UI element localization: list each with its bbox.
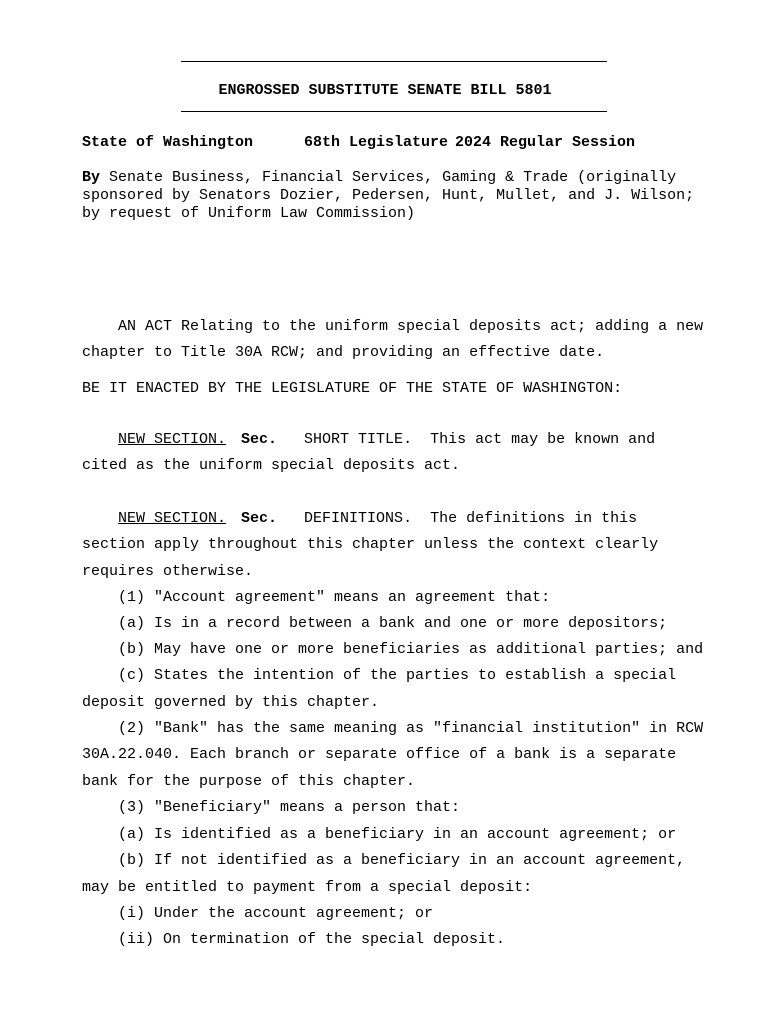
section-text: The definitions in this [430, 510, 638, 527]
title-rule [181, 111, 607, 112]
legislature: 68th Legislature [304, 134, 449, 151]
definitions-line: requires otherwise. [82, 563, 254, 580]
sponsor-text-1: Senate Business, Financial Services, Gaming & Trade (originally [100, 169, 677, 186]
act-title-line-1: AN ACT Relating to the uniform special deposits act; adding a new [118, 318, 704, 335]
sponsor-line-3: by request of Uniform Law Commission) [82, 205, 416, 222]
definitions-line: (b) If not identified as a beneficiary in an account agreement, [118, 852, 686, 869]
definitions-line: bank for the purpose of this chapter. [82, 773, 416, 790]
new-section-label: NEW SECTION. [118, 431, 227, 448]
section-definitions [118, 510, 637, 528]
sponsor-line-1 [82, 169, 676, 187]
session: 2024 Regular Session [455, 134, 636, 151]
sec-label: Sec. [241, 510, 278, 527]
definitions-line: (a) Is in a record between a bank and one or more depositors; [118, 615, 668, 632]
section-text: This act may be known and [430, 431, 656, 448]
definitions-line: (i) Under the account agreement; or [118, 905, 434, 922]
section-heading: DEFINITIONS. [304, 510, 413, 527]
definitions-line: may be entitled to payment from a special deposit: [82, 879, 533, 896]
section-1-line-2: cited as the uniform special deposits act. [82, 457, 461, 474]
definitions-line: (b) May have one or more beneficiaries as additional parties; and [118, 641, 704, 658]
new-section-label: NEW SECTION. [118, 510, 227, 527]
section-short-title [118, 431, 655, 449]
state-name: State of Washington [82, 134, 254, 151]
bill-title: ENGROSSED SUBSTITUTE SENATE BILL 5801 [218, 82, 552, 99]
definitions-line: 30A.22.040. Each branch or separate office of a bank is a separate [82, 746, 677, 763]
sponsor-line-2: sponsored by Senators Dozier, Pedersen, Hunt, Mullet, and J. Wilson; [82, 187, 695, 204]
definitions-line: section apply throughout this chapter unless the context clearly [82, 536, 659, 553]
definitions-line: (1) "Account agreement" means an agreement that: [118, 589, 551, 606]
definitions-line: (c) States the intention of the parties to establish a special [118, 667, 677, 684]
definitions-line: (a) Is identified as a beneficiary in an account agreement; or [118, 826, 677, 843]
definitions-line: (3) "Beneficiary" means a person that: [118, 799, 461, 816]
enacting-clause: BE IT ENACTED BY THE LEGISLATURE OF THE STATE OF WASHINGTON: [82, 380, 623, 397]
top-rule [181, 61, 607, 62]
act-title-line-2: chapter to Title 30A RCW; and providing an effective date. [82, 344, 605, 361]
definitions-line: deposit governed by this chapter. [82, 694, 380, 711]
definitions-line: (2) "Bank" has the same meaning as "financial institution" in RCW [118, 720, 704, 737]
definitions-line: (ii) On termination of the special deposit. [118, 931, 506, 948]
section-heading: SHORT TITLE. [304, 431, 413, 448]
by-label: By [82, 169, 101, 186]
sec-label: Sec. [241, 431, 278, 448]
